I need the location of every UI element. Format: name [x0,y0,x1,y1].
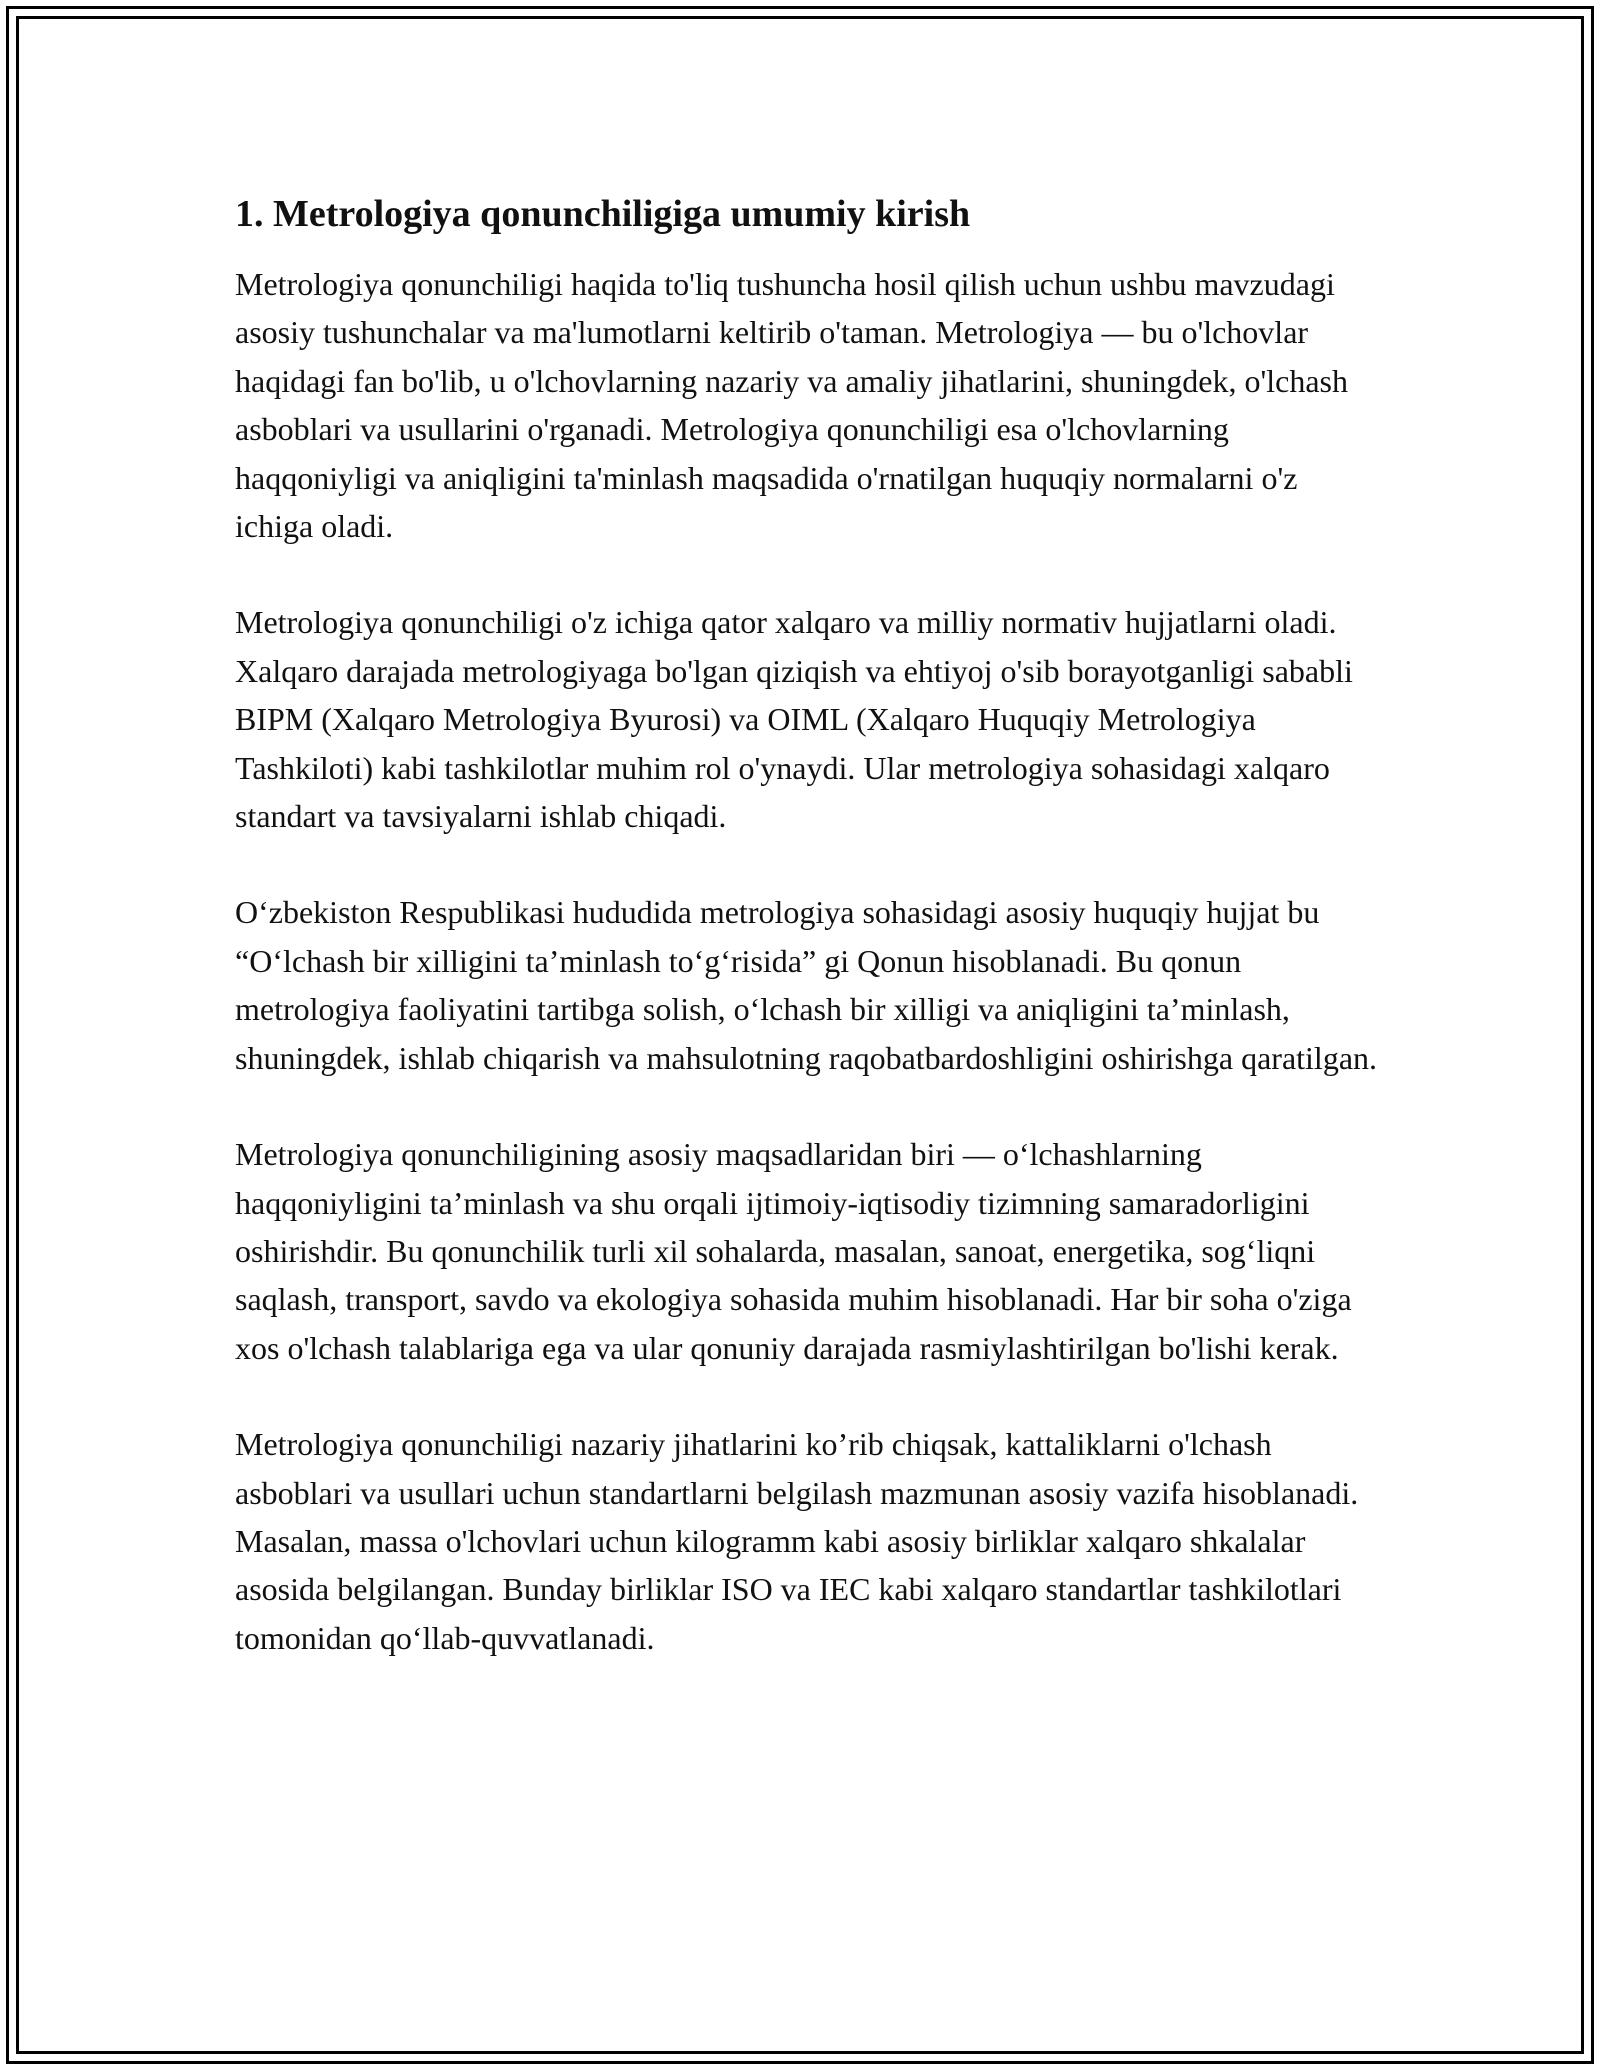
paragraph-5: Metrologiya qonunchiligi nazariy jihatlarini ko’rib chiqsak, kattaliklarni o'lchash asboblari va usullari uchun standartlarni belgilash mazmunan asosiy vazifa hisoblanadi. Masalan, massa o'lchovlari uchun kilogramm kabi asosiy birliklar xalqaro shkalalar asosida belgilangan. Bunday birliklar ISO va IEC kabi xalqaro standartlar tashkilotlari tomonidan qo‘llab-quvvatlanadi. [235,1426,1359,1656]
section-heading: 1. Metrologiya qonunchiligiga umumiy kirish [235,193,971,235]
paragraph-3: O‘zbekiston Respublikasi hududida metrologiya sohasidagi asosiy huquqiy hujjat bu “O‘lchash bir xilligini ta’minlash to‘g‘risida” gi Qonun hisoblanadi. Bu qonun metrologiya faoliyatini tartibga solish, o‘lchash bir xilligi va aniqligini ta’minlash, shuningdek, ishlab chiqarish va mahsulotning raqobatbardoshligini oshirishga qaratilgan. [235,894,1378,1076]
document-body [235,188,1380,1710]
paragraph-4: Metrologiya qonunchiligining asosiy maqsadlaridan biri — o‘lchashlarning haqqoniyligini ta’minlash va shu orqali ijtimoiy-iqtisodiy tizimning samaradorligini oshirishdir. Bu qonunchilik turli xil sohalarda, masalan, sanoat, energetika, sog‘liqni saqlash, transport, savdo va ekologiya sohasida muhim hisoblanadi. Har bir soha o'ziga xos o'lchash talablariga ega va ular qonuniy darajada rasmiylashtirilgan bo'lishi kerak. [235,1136,1352,1366]
paragraph-1: Metrologiya qonunchiligi haqida to'liq tushuncha hosil qilish uchun ushbu mavzudagi asosiy tushunchalar va ma'lumotlarni keltirib o'taman. Metrologiya — bu o'lchovlar haqidagi fan bo'lib, u o'lchovlarning nazariy va amaliy jihatlarini, shuningdek, o'lchash asboblari va usullarini o'rganadi. Metrologiya qonunchiligi esa o'lchovlarning haqqoniyligi va aniqligini ta'minlash maqsadida o'rnatilgan huquqiy normalarni o'z ichiga oladi. [235,266,1348,545]
paragraph-2: Metrologiya qonunchiligi o'z ichiga qator xalqaro va milliy normativ hujjatlarni oladi. Xalqaro darajada metrologiyaga bo'lgan qiziqish va ehtiyoj o'sib borayotganligi sababli BIPM (Xalqaro Metrologiya Byurosi) va OIML (Xalqaro Huquqiy Metrologiya Tashkiloti) kabi tashkilotlar muhim rol o'ynaydi. Ular metrologiya sohasidagi xalqaro standart va tavsiyalarni ishlab chiqadi. [235,604,1353,835]
